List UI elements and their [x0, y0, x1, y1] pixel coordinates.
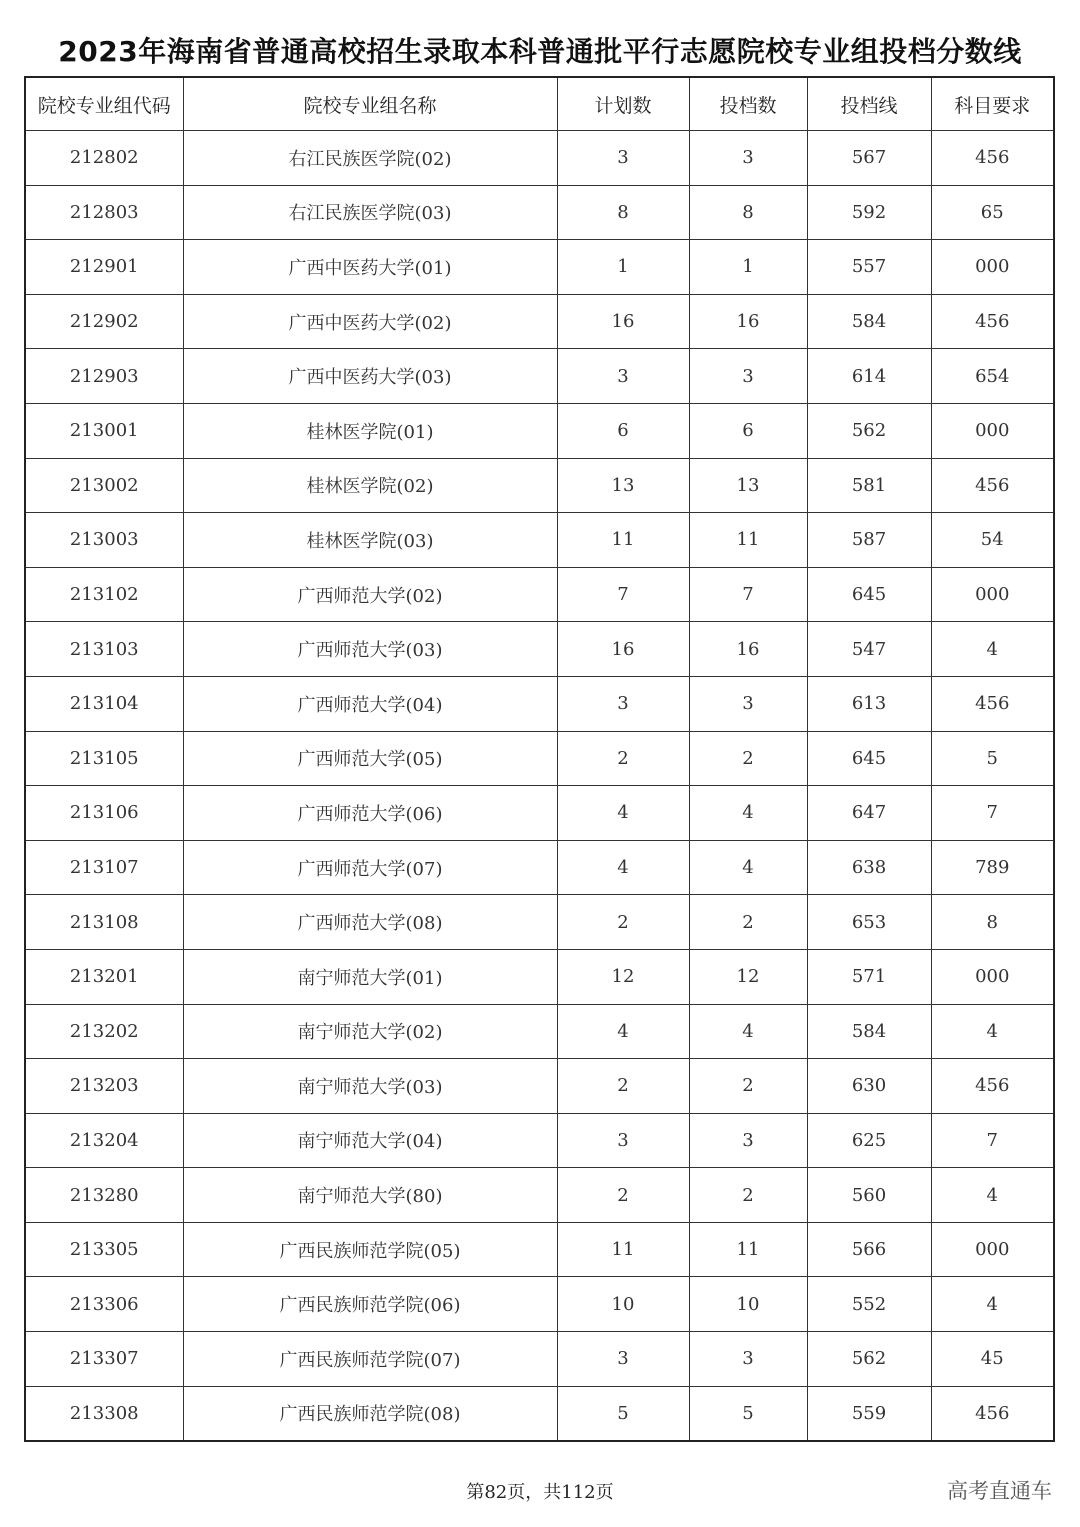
- cell-plan-count: 2: [557, 1059, 689, 1114]
- table-row: [25, 403, 1054, 458]
- cell-subject-requirement: 65: [931, 185, 1054, 240]
- watermark: 高考直通车: [947, 1479, 1052, 1503]
- cell-filed-count: 2: [689, 895, 807, 950]
- cell-subject-requirement: 000: [931, 949, 1054, 1004]
- table-row: [25, 622, 1054, 677]
- cell-cutoff-score: 645: [807, 567, 931, 622]
- cell-filed-count: 2: [689, 1168, 807, 1223]
- cell-plan-count: 12: [557, 949, 689, 1004]
- cell-plan-count: 16: [557, 294, 689, 349]
- cell-group-code: 213306: [25, 1277, 183, 1332]
- cell-plan-count: 4: [557, 786, 689, 841]
- cell-group-name: 右江民族医学院(02): [183, 131, 557, 186]
- cell-cutoff-score: 566: [807, 1222, 931, 1277]
- cell-group-code: 213107: [25, 840, 183, 895]
- cell-subject-requirement: 456: [931, 131, 1054, 186]
- cell-plan-count: 8: [557, 185, 689, 240]
- cell-group-name: 广西师范大学(04): [183, 676, 557, 731]
- cell-subject-requirement: 7: [931, 1113, 1054, 1168]
- header-plan-count: 计划数: [557, 77, 689, 131]
- cell-filed-count: 16: [689, 622, 807, 677]
- cell-filed-count: 11: [689, 513, 807, 568]
- cell-subject-requirement: 000: [931, 240, 1054, 295]
- cell-plan-count: 2: [557, 1168, 689, 1223]
- cell-group-name: 桂林医学院(01): [183, 403, 557, 458]
- cell-group-name: 右江民族医学院(03): [183, 185, 557, 240]
- cell-plan-count: 1: [557, 240, 689, 295]
- cell-group-code: 213102: [25, 567, 183, 622]
- cell-group-code: 213106: [25, 786, 183, 841]
- cell-group-name: 广西中医药大学(01): [183, 240, 557, 295]
- cell-group-name: 广西中医药大学(02): [183, 294, 557, 349]
- cell-group-name: 广西师范大学(05): [183, 731, 557, 786]
- score-table: [24, 76, 1055, 1442]
- cell-cutoff-score: 562: [807, 403, 931, 458]
- cell-cutoff-score: 592: [807, 185, 931, 240]
- cell-cutoff-score: 547: [807, 622, 931, 677]
- table-row: [25, 840, 1054, 895]
- table-row: [25, 1277, 1054, 1332]
- cell-group-code: 213104: [25, 676, 183, 731]
- cell-cutoff-score: 581: [807, 458, 931, 513]
- cell-subject-requirement: 000: [931, 403, 1054, 458]
- header-cutoff-score: 投档线: [807, 77, 931, 131]
- cell-group-code: 213105: [25, 731, 183, 786]
- cell-plan-count: 2: [557, 895, 689, 950]
- cell-filed-count: 10: [689, 1277, 807, 1332]
- cell-cutoff-score: 571: [807, 949, 931, 1004]
- cell-group-name: 广西民族师范学院(07): [183, 1332, 557, 1387]
- cell-cutoff-score: 653: [807, 895, 931, 950]
- cell-subject-requirement: 789: [931, 840, 1054, 895]
- cell-subject-requirement: 4: [931, 622, 1054, 677]
- table-row: [25, 895, 1054, 950]
- cell-group-name: 南宁师范大学(80): [183, 1168, 557, 1223]
- cell-plan-count: 11: [557, 513, 689, 568]
- cell-group-name: 南宁师范大学(03): [183, 1059, 557, 1114]
- table-row: [25, 513, 1054, 568]
- cell-group-code: 213003: [25, 513, 183, 568]
- table-row: [25, 786, 1054, 841]
- cell-filed-count: 6: [689, 403, 807, 458]
- cell-group-code: 213305: [25, 1222, 183, 1277]
- cell-plan-count: 11: [557, 1222, 689, 1277]
- cell-cutoff-score: 630: [807, 1059, 931, 1114]
- table-body: [25, 131, 1054, 1442]
- cell-group-name: 广西师范大学(02): [183, 567, 557, 622]
- cell-cutoff-score: 587: [807, 513, 931, 568]
- table-row: [25, 240, 1054, 295]
- cell-group-code: 213204: [25, 1113, 183, 1168]
- cell-subject-requirement: 654: [931, 349, 1054, 404]
- cell-plan-count: 6: [557, 403, 689, 458]
- cell-filed-count: 3: [689, 1113, 807, 1168]
- cell-cutoff-score: 584: [807, 294, 931, 349]
- cell-plan-count: 5: [557, 1386, 689, 1441]
- table-row: [25, 567, 1054, 622]
- cell-group-name: 广西师范大学(03): [183, 622, 557, 677]
- cell-group-code: 212901: [25, 240, 183, 295]
- table-row: [25, 949, 1054, 1004]
- cell-filed-count: 4: [689, 786, 807, 841]
- document-title: 2023年海南省普通高校招生录取本科普通批平行志愿院校专业组投档分数线: [58, 35, 1022, 68]
- cell-subject-requirement: 7: [931, 786, 1054, 841]
- table-row: [25, 458, 1054, 513]
- cell-plan-count: 10: [557, 1277, 689, 1332]
- cell-group-code: 213308: [25, 1386, 183, 1441]
- table-row: [25, 294, 1054, 349]
- cell-cutoff-score: 584: [807, 1004, 931, 1059]
- cell-subject-requirement: 8: [931, 895, 1054, 950]
- cell-subject-requirement: 000: [931, 567, 1054, 622]
- cell-group-code: 213203: [25, 1059, 183, 1114]
- cell-filed-count: 16: [689, 294, 807, 349]
- table-header-row: [25, 77, 1054, 131]
- cell-cutoff-score: 614: [807, 349, 931, 404]
- cell-plan-count: 3: [557, 349, 689, 404]
- cell-subject-requirement: 4: [931, 1168, 1054, 1223]
- cell-filed-count: 4: [689, 840, 807, 895]
- cell-filed-count: 3: [689, 131, 807, 186]
- cell-filed-count: 2: [689, 731, 807, 786]
- cell-group-name: 广西师范大学(08): [183, 895, 557, 950]
- cell-cutoff-score: 613: [807, 676, 931, 731]
- cell-subject-requirement: 456: [931, 294, 1054, 349]
- cell-plan-count: 3: [557, 131, 689, 186]
- cell-group-name: 桂林医学院(03): [183, 513, 557, 568]
- cell-group-name: 南宁师范大学(04): [183, 1113, 557, 1168]
- cell-cutoff-score: 625: [807, 1113, 931, 1168]
- cell-filed-count: 12: [689, 949, 807, 1004]
- cell-group-name: 广西民族师范学院(06): [183, 1277, 557, 1332]
- cell-filed-count: 2: [689, 1059, 807, 1114]
- cell-group-code: 213307: [25, 1332, 183, 1387]
- cell-cutoff-score: 567: [807, 131, 931, 186]
- cell-group-code: 213103: [25, 622, 183, 677]
- cell-group-code: 213280: [25, 1168, 183, 1223]
- cell-cutoff-score: 559: [807, 1386, 931, 1441]
- cell-cutoff-score: 645: [807, 731, 931, 786]
- cell-group-code: 213002: [25, 458, 183, 513]
- header-subject-requirement: 科目要求: [931, 77, 1054, 131]
- cell-plan-count: 2: [557, 731, 689, 786]
- cell-group-code: 212902: [25, 294, 183, 349]
- cell-subject-requirement: 4: [931, 1277, 1054, 1332]
- cell-group-name: 南宁师范大学(01): [183, 949, 557, 1004]
- cell-plan-count: 7: [557, 567, 689, 622]
- table-row: [25, 1332, 1054, 1387]
- cell-filed-count: 13: [689, 458, 807, 513]
- cell-group-name: 南宁师范大学(02): [183, 1004, 557, 1059]
- cell-group-name: 桂林医学院(02): [183, 458, 557, 513]
- table-row: [25, 1386, 1054, 1441]
- cell-group-name: 广西中医药大学(03): [183, 349, 557, 404]
- cell-subject-requirement: 5: [931, 731, 1054, 786]
- cell-plan-count: 4: [557, 840, 689, 895]
- table-row: [25, 131, 1054, 186]
- table-row: [25, 731, 1054, 786]
- cell-filed-count: 8: [689, 185, 807, 240]
- cell-plan-count: 3: [557, 1113, 689, 1168]
- cell-filed-count: 3: [689, 676, 807, 731]
- cell-cutoff-score: 562: [807, 1332, 931, 1387]
- cell-cutoff-score: 557: [807, 240, 931, 295]
- table-row: [25, 1004, 1054, 1059]
- cell-filed-count: 3: [689, 349, 807, 404]
- cell-plan-count: 4: [557, 1004, 689, 1059]
- table-row: [25, 1059, 1054, 1114]
- table-row: [25, 676, 1054, 731]
- cell-group-code: 213201: [25, 949, 183, 1004]
- cell-subject-requirement: 000: [931, 1222, 1054, 1277]
- table-row: [25, 1168, 1054, 1223]
- page-number: 第82页，共112页: [466, 1482, 614, 1503]
- cell-subject-requirement: 4: [931, 1004, 1054, 1059]
- cell-filed-count: 3: [689, 1332, 807, 1387]
- table-row: [25, 349, 1054, 404]
- cell-group-code: 213108: [25, 895, 183, 950]
- header-group-name: 院校专业组名称: [183, 77, 557, 131]
- cell-group-code: 212802: [25, 131, 183, 186]
- cell-filed-count: 5: [689, 1386, 807, 1441]
- header-group-code: 院校专业组代码: [25, 77, 183, 131]
- cell-group-code: 212803: [25, 185, 183, 240]
- cell-cutoff-score: 552: [807, 1277, 931, 1332]
- cell-group-code: 212903: [25, 349, 183, 404]
- cell-plan-count: 3: [557, 1332, 689, 1387]
- cell-subject-requirement: 456: [931, 676, 1054, 731]
- cell-group-code: 213001: [25, 403, 183, 458]
- cell-filed-count: 1: [689, 240, 807, 295]
- table-row: [25, 1222, 1054, 1277]
- table-row: [25, 185, 1054, 240]
- cell-filed-count: 7: [689, 567, 807, 622]
- cell-subject-requirement: 456: [931, 1386, 1054, 1441]
- cell-group-code: 213202: [25, 1004, 183, 1059]
- cell-plan-count: 16: [557, 622, 689, 677]
- cell-plan-count: 13: [557, 458, 689, 513]
- cell-cutoff-score: 638: [807, 840, 931, 895]
- cell-subject-requirement: 456: [931, 1059, 1054, 1114]
- cell-filed-count: 4: [689, 1004, 807, 1059]
- cell-subject-requirement: 45: [931, 1332, 1054, 1387]
- cell-group-name: 广西民族师范学院(05): [183, 1222, 557, 1277]
- cell-group-name: 广西民族师范学院(08): [183, 1386, 557, 1441]
- cell-subject-requirement: 456: [931, 458, 1054, 513]
- cell-group-name: 广西师范大学(06): [183, 786, 557, 841]
- cell-cutoff-score: 560: [807, 1168, 931, 1223]
- cell-cutoff-score: 647: [807, 786, 931, 841]
- header-filed-count: 投档数: [689, 77, 807, 131]
- cell-subject-requirement: 54: [931, 513, 1054, 568]
- cell-filed-count: 11: [689, 1222, 807, 1277]
- cell-plan-count: 3: [557, 676, 689, 731]
- cell-group-name: 广西师范大学(07): [183, 840, 557, 895]
- table-row: [25, 1113, 1054, 1168]
